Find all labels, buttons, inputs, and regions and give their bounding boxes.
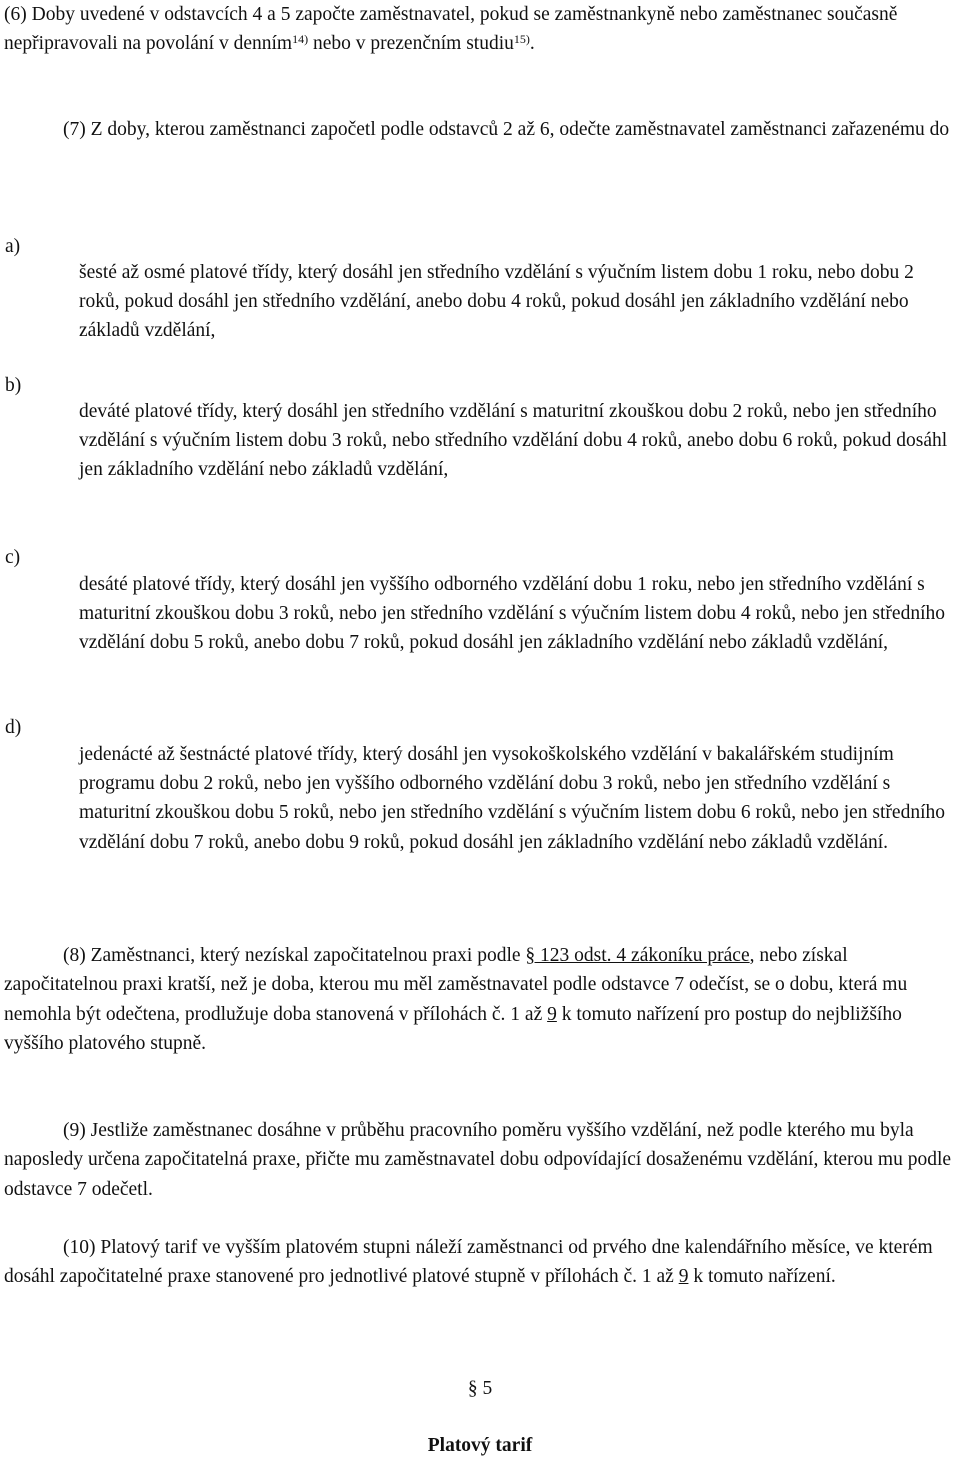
paragraph-6-text: (6) Doby uvedené v odstavcích 4 a 5 započte zaměstnavatel, pokud se zaměstnankyně nebo zaměstnanec současně nepřipravovali na povolání v denním [4,4,898,55]
item-b-text: deváté platové třídy, který dosáhl jen středního vzdělání s maturitní zkouškou dobu 2 roků, nebo jen středního vzdělání s výučním listem dobu 3 roků, nebo středního vzdělání dobu 4 roků, anebo dobu 6 roků, pokud dosáhl jen základního vzdělání nebo základů vzdělání, [79,401,948,481]
annex-9-link-2[interactable]: 9 [678,1266,689,1288]
item-c-text: desáté platové třídy, který dosáhl jen vyššího odborného vzdělání dobu 1 roku, nebo jen středního vzdělání s maturitní zkouškou dobu 3 roků, nebo jen středního vzdělání s výučním listem dobu 4 roků, nebo jen středního vzdělání dobu 5 roků, anebo dobu 7 roků, pokud dosáhl jen základního vzdělání nebo základů vzdělání, [79,574,945,654]
paragraph-8-text: (8) Zaměstnanci, který nezískal započitatelnou praxi podle [63,945,526,966]
paragraph-9: (9) Jestliže zaměstnanec dosáhne v průběhu pracovního poměru vyššího vzdělání, než podle kterého mu byla naposledy určena započitatelná praxe, přičte mu zaměstnavatel dobu odpovídající dosaženému vzdělání, kterou mu podle odstavce 7 odečetl. [4,1120,952,1200]
paragraph-10-end: k tomuto nařízení. [688,1266,836,1288]
item-a-text: šesté až osmé platové třídy, který dosáhl jen středního vzdělání s výučním listem dobu 1 roku, nebo dobu 2 roků, pokud dosáhl jen středního vzdělání, anebo dobu 4 roků, pokud dosáhl jen základního vzdělání nebo základů vzdělání, [79,262,914,342]
section-title: Platový tarif [427,1435,533,1456]
item-d-text: jedenácté až šestnácté platové třídy, který dosáhl jen vysokoškolského vzdělání v bakalářském studijním programu dobu 2 roků, nebo jen vyššího odborného vzdělání dobu 3 roků, nebo jen středního vzdělání s maturitní zkouškou dobu 5 roků, nebo jen středního vzdělání s výučním listem dobu 6 roků, nebo jen středního vzdělání dobu 7 roků, anebo dobu 9 roků, pokud dosáhl jen základního vzdělání nebo základů vzdělání. [79,744,945,853]
paragraph-6 [4,0,956,59]
paragraph-8-text-cont: , nebo získal započitatelnou praxi kratší, než je doba, kterou mu měl zaměstnavatel podle odstavce 7 odečíst, se o dobu, která mu nemohla být odečtena, prodlužuje doba stanovená v přílohách č. 1 až [4,945,908,1025]
item-c-letter: c) [5,547,21,568]
footnote-ref-14[interactable]: 14) [292,32,309,47]
paragraph-6-end: . [529,33,535,55]
law-reference-link[interactable]: § 123 odst. 4 zákoníku práce [525,945,750,966]
paragraph-7: (7) Z doby, kterou zaměstnanci započetl podle odstavců 2 až 6, odečte zaměstnavatel zaměstnanci zařazenému do [63,119,950,140]
paragraph-8-end: k tomuto nařízení pro postup do nejbližšího vyššího platového stupně. [4,1003,902,1055]
paragraph-6-text-cont: nebo v prezenčním studiu [308,33,514,55]
paragraph-10 [4,1233,956,1292]
item-d-letter: d) [5,717,22,738]
paragraph-10-text: (10) Platový tarif ve vyšším platovém stupni náleží zaměstnanci od prvého dne kalendářního měsíce, ve kterém dosáhl započitatelné praxe stanovené pro jednotlivé platové stupně v přílohách č. 1 až [4,1237,933,1288]
annex-9-link[interactable]: 9 [547,1003,557,1025]
item-b-letter: b) [5,375,22,396]
footnote-ref-15[interactable]: 15) [513,32,530,47]
paragraph-8 [4,941,956,1059]
item-a-letter: a) [5,236,21,257]
section-number: § 5 [467,1378,493,1399]
